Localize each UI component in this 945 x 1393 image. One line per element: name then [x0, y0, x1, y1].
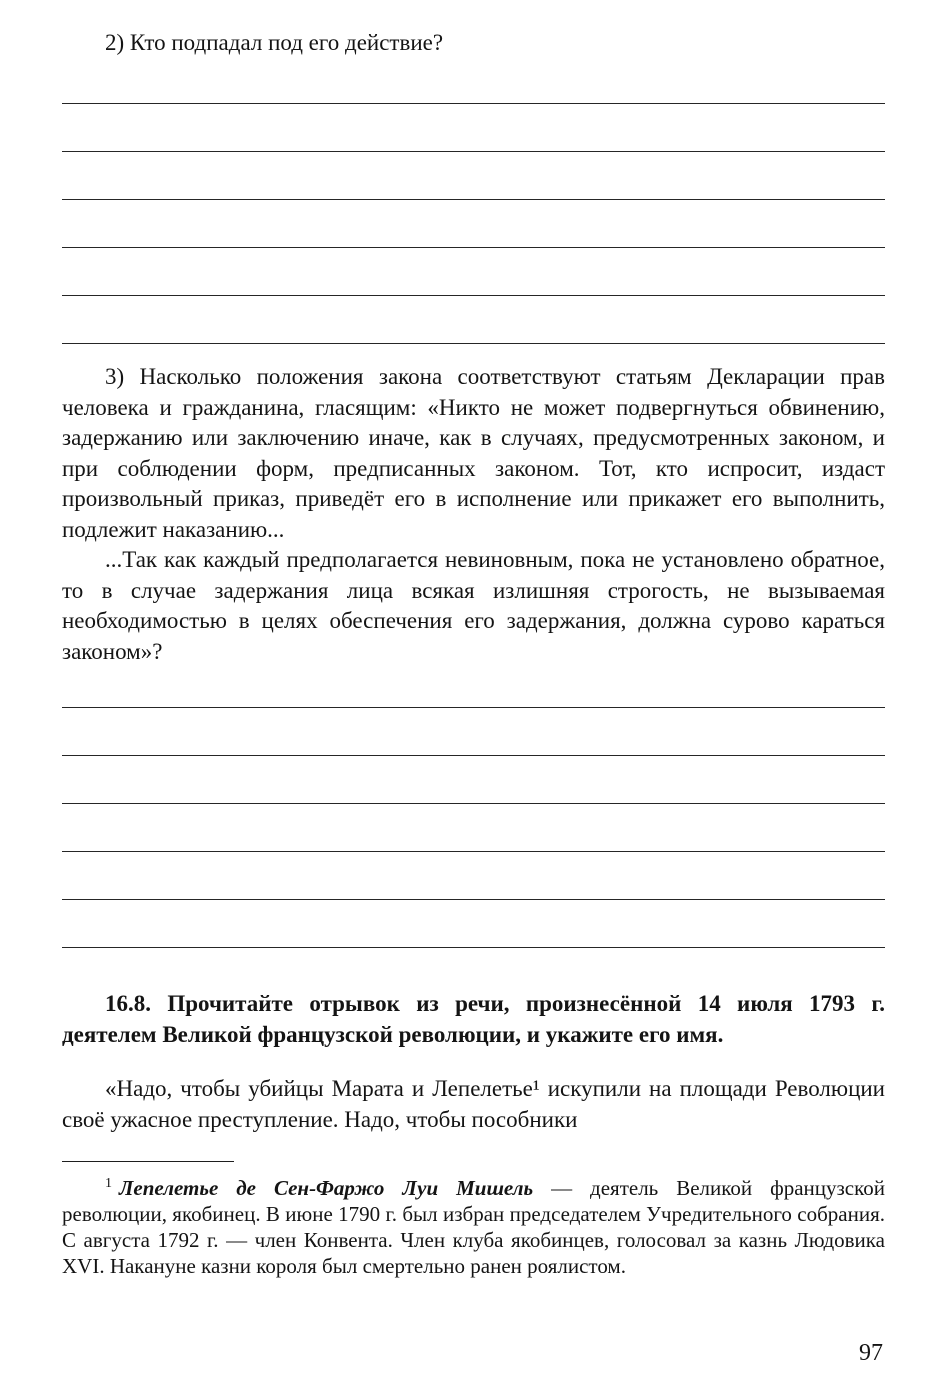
- footnote-marker: 1: [105, 1176, 112, 1191]
- page-number: 97: [859, 1340, 883, 1366]
- answer-lines-block-1: [62, 58, 885, 344]
- answer-line: [62, 708, 885, 756]
- task-16-8-heading: 16.8. Прочитайте отрывок из речи, произнесённой 14 июля 1793 г. деятелем Великой французской революции, и укажите его имя.: [62, 991, 885, 1047]
- answer-line: [62, 152, 885, 200]
- answer-line: [62, 296, 885, 344]
- answer-line: [62, 900, 885, 948]
- answer-line: [62, 756, 885, 804]
- question-3-paragraph-2: ...Так как каждый предполагается невиновным, пока не установлено обратное, то в случае задержания лица всякая излишняя строгость, не вызываемая необходимостью в целях обеспечения его задержания, должна сурово караться законом»?: [62, 547, 885, 664]
- answer-lines-block-2: [62, 667, 885, 948]
- footnote: [62, 1171, 885, 1279]
- answer-line: [62, 104, 885, 152]
- answer-line: [62, 58, 885, 104]
- answer-line: [62, 804, 885, 852]
- answer-line: [62, 248, 885, 296]
- answer-line: [62, 200, 885, 248]
- footnote-name: Лепелетье де Сен-Фаржо Луи Мишель: [119, 1176, 534, 1200]
- answer-line: [62, 852, 885, 900]
- answer-line: [62, 667, 885, 708]
- question-3-paragraph-1: 3) Насколько положения закона соответствуют статьям Декларации прав человека и гражданина, гласящим: «Никто не может подвергнуться обвинению, задержанию или заключению иначе, как в случаях, предусмотренных законом, и при соблюдении форм, предписанных законом. Тот, кто испросит, издаст произвольный приказ, приведёт его в исполнение или прикажет его выполнить, подлежит наказанию...: [62, 364, 885, 542]
- question-2-label: 2) Кто подпадал под его действие?: [105, 30, 444, 55]
- task-16-8-quote: «Надо, чтобы убийцы Марата и Лепелетье¹ искупили на площади Революции своё ужасное преступление. Надо, чтобы пособники: [62, 1076, 885, 1132]
- footnote-separator-rule: [62, 1161, 234, 1162]
- footnote-text: — деятель Великой французской революции, якобинец. В июне 1790 г. был избран председателем Учредительного собрания. С августа 1792 г. — член Конвента. Член клуба якобинцев, голосовал за казнь Людовика XVI. Накануне казни короля был смертельно ранен роялистом.: [62, 1176, 885, 1278]
